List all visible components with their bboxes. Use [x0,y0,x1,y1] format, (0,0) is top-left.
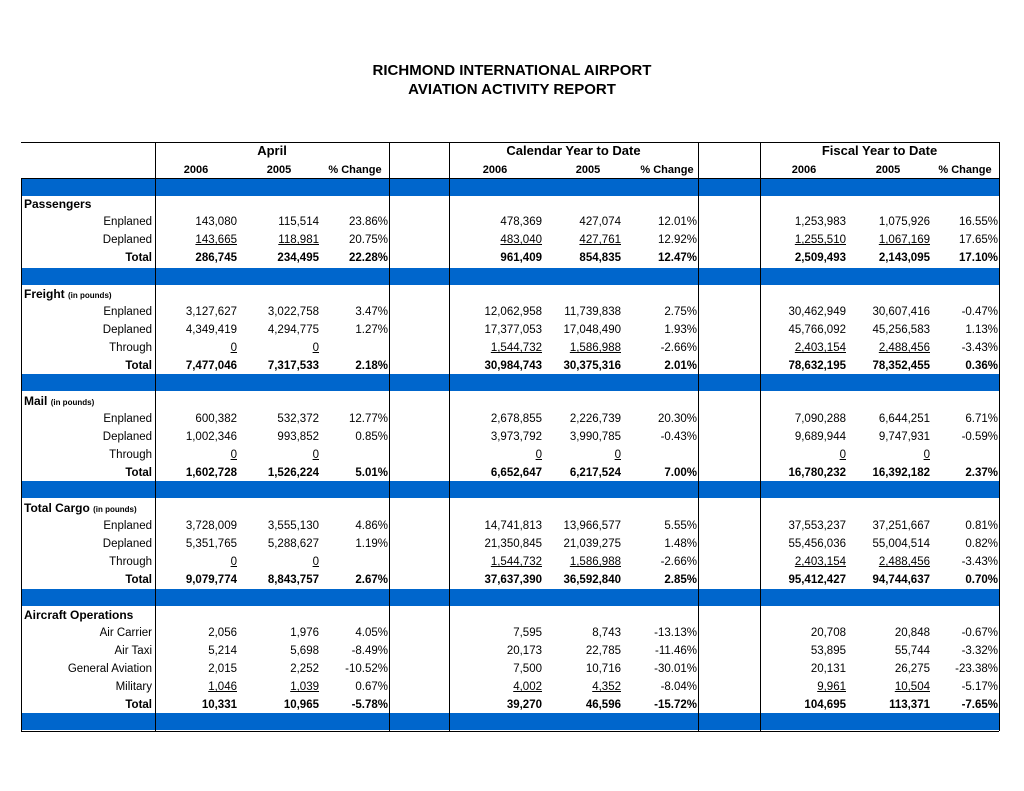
table-cell: 4,352 [592,681,621,693]
table-cell: 1,544,732 [490,556,542,568]
table-cell: 30,984,743 [484,360,542,372]
table-cell: 1,602,728 [185,467,237,479]
row-label: Deplaned [102,324,152,336]
table-cell: 854,835 [579,252,621,264]
table-cell: 2,678,855 [490,413,542,425]
table-cell: 2,226,739 [569,413,621,425]
table-cell: 12.47% [657,252,697,264]
table-cell: 0 [312,449,319,461]
table-cell: 5.55% [664,520,697,532]
table-cell: 993,852 [277,431,319,443]
column-subheader: 2006 [482,164,508,176]
table-cell: 9,747,931 [878,431,930,443]
table-cell: 16.55% [958,216,998,228]
column-subheader: % Change [328,164,382,176]
table-cell: 1.19% [355,538,388,550]
column-divider [760,142,761,731]
table-cell: 1,255,510 [794,234,846,246]
column-divider [389,142,390,731]
table-cell: 3,728,009 [185,520,237,532]
table-cell: 55,456,036 [788,538,846,550]
table-cell: 2,143,095 [878,252,930,264]
table-cell: 0 [535,449,542,461]
table-cell: 7,477,046 [185,360,237,372]
table-cell: 22.28% [348,252,388,264]
table-border-left [21,178,22,731]
table-cell: 3,127,627 [185,306,237,318]
table-cell: 12.01% [657,216,697,228]
table-cell: 1,586,988 [569,556,621,568]
table-cell: 2,403,154 [794,556,846,568]
table-cell: 20,848 [894,627,930,639]
table-cell: -2.66% [660,556,697,568]
table-cell: 46,596 [585,699,621,711]
table-cell: -10.52% [345,663,388,675]
table-cell: 30,375,316 [563,360,621,372]
separator-band [21,589,999,606]
table-cell: 600,382 [195,413,237,425]
table-cell: 104,695 [804,699,846,711]
section-title-text: Mail [24,394,48,408]
row-label: Total [125,699,152,711]
table-cell: 37,553,237 [788,520,846,532]
table-cell: 286,745 [195,252,237,264]
table-cell: 2.85% [664,574,697,586]
table-cell: 20,708 [810,627,846,639]
table-cell: 478,369 [500,216,542,228]
column-group-header: April [257,143,287,158]
column-subheader: 2005 [875,164,901,176]
table-cell: 20,173 [506,645,542,657]
table-cell: 30,607,416 [872,306,930,318]
table-cell: 1,544,732 [490,342,542,354]
table-cell: 26,275 [894,663,930,675]
section-unit: (in pounds) [93,505,137,514]
table-cell: 8,743 [592,627,621,639]
separator-band [21,713,999,730]
section-title-text: Aircraft Operations [24,608,134,622]
column-divider [698,142,699,731]
table-cell: 1,253,983 [794,216,846,228]
header-rule [21,178,999,179]
section-unit: (in pounds) [68,291,112,300]
table-cell: 4.05% [355,627,388,639]
separator-band [21,374,999,391]
column-subheader: 2005 [266,164,292,176]
section-title-text: Passengers [24,197,92,211]
table-cell: 143,080 [195,216,237,228]
table-cell: 12,062,958 [484,306,542,318]
table-cell: 3,973,792 [490,431,542,443]
table-cell: 16,780,232 [788,467,846,479]
table-cell: 6,644,251 [878,413,930,425]
table-cell: 39,270 [506,699,542,711]
table-cell: 45,256,583 [872,324,930,336]
column-subheader: 2005 [575,164,601,176]
section-unit: (in pounds) [50,398,95,407]
row-label: Air Carrier [99,627,152,639]
table-cell: 95,412,427 [788,574,846,586]
table-cell: 6.71% [965,413,998,425]
table-cell: 78,352,455 [872,360,930,372]
table-cell: 143,665 [195,234,237,246]
table-cell: 10,331 [201,699,237,711]
table-cell: 4,294,775 [267,324,319,336]
table-cell: 1.48% [664,538,697,550]
table-cell: -3.32% [961,645,998,657]
table-cell: 78,632,195 [788,360,846,372]
separator-band [21,179,999,196]
table-cell: 21,350,845 [484,538,542,550]
table-cell: 1,002,346 [185,431,237,443]
table-cell: 0.70% [965,574,998,586]
table-cell: 37,251,667 [872,520,930,532]
section-title-text: Total Cargo [24,501,90,515]
row-label: Total [125,360,152,372]
table-cell: 7.00% [664,467,697,479]
table-cell: 7,500 [513,663,542,675]
table-cell: 0 [230,449,237,461]
table-cell: 17.65% [958,234,998,246]
table-cell: 16,392,182 [872,467,930,479]
table-cell: 0 [312,342,319,354]
column-group-header: Fiscal Year to Date [821,143,938,158]
section-title [24,197,91,211]
table-cell: 7,595 [513,627,542,639]
table-cell: 0.82% [965,538,998,550]
table-cell: 5,351,765 [185,538,237,550]
table-cell: 9,689,944 [794,431,846,443]
row-label: General Aviation [67,663,152,675]
table-cell: 2,488,456 [878,342,930,354]
column-subheader: % Change [938,164,992,176]
separator-band [21,481,999,498]
table-cell: 7,317,533 [267,360,319,372]
table-cell: 1.27% [355,324,388,336]
column-divider [155,142,156,731]
row-label: Air Taxi [114,645,152,657]
table-cell: 0 [839,449,846,461]
table-cell: 10,504 [894,681,930,693]
table-cell: 3,022,758 [267,306,319,318]
row-label: Enplaned [103,216,152,228]
table-cell: 3.47% [355,306,388,318]
table-cell: 113,371 [889,699,930,711]
table-cell: 0 [312,556,319,568]
section-title [24,394,94,408]
table-cell: 0.36% [965,360,998,372]
table-cell: 22,785 [585,645,621,657]
column-divider [449,142,450,731]
table-border-bottom [21,731,999,732]
table-cell: 5,698 [290,645,319,657]
row-label: Through [109,449,152,461]
table-cell: 427,074 [579,216,621,228]
table-cell: -3.43% [961,342,998,354]
row-label: Through [109,556,152,568]
table-cell: 2.01% [664,360,697,372]
table-cell: 37,637,390 [484,574,542,586]
table-cell: 2.37% [965,467,998,479]
row-label: Enplaned [103,413,152,425]
row-label: Enplaned [103,306,152,318]
table-cell: -0.67% [961,627,998,639]
table-cell: 14,741,813 [484,520,542,532]
column-subheader: % Change [640,164,694,176]
section-title [24,501,137,515]
table-cell: 10,716 [585,663,621,675]
table-cell: 0 [923,449,930,461]
table-cell: 17.10% [958,252,998,264]
table-cell: 12.77% [348,413,388,425]
table-cell: 1,067,169 [878,234,930,246]
table-cell: 11,739,838 [564,306,621,318]
table-cell: 23.86% [348,216,388,228]
table-cell: 961,409 [500,252,542,264]
column-subheader: 2006 [183,164,209,176]
column-group-header: Calendar Year to Date [506,143,641,158]
table-cell: 118,981 [278,234,319,246]
section-title [24,608,133,622]
report-title: RICHMOND INTERNATIONAL AIRPORT [372,62,652,79]
table-cell: 1.13% [965,324,998,336]
table-cell: 45,766,092 [788,324,846,336]
table-cell: 36,592,840 [563,574,621,586]
table-cell: 2,056 [208,627,237,639]
row-label: Enplaned [103,520,152,532]
table-cell: 234,495 [277,252,319,264]
table-cell: 0.85% [355,431,388,443]
row-label: Deplaned [102,234,152,246]
table-cell: 2.18% [355,360,388,372]
table-cell: 0 [614,449,621,461]
table-border-top [21,142,999,143]
table-cell: 20,131 [810,663,846,675]
table-cell: 13,966,577 [563,520,621,532]
table-cell: 12.92% [657,234,697,246]
table-cell: -7.65% [961,699,998,711]
row-label: Through [109,342,152,354]
table-cell: 4,349,419 [185,324,237,336]
report-subtitle: AVIATION ACTIVITY REPORT [408,81,616,98]
table-cell: 30,462,949 [788,306,846,318]
table-cell: 1,526,224 [267,467,319,479]
row-label: Total [125,252,152,264]
table-cell: -0.59% [961,431,998,443]
row-label: Deplaned [102,538,152,550]
section-title-text: Freight [24,287,65,301]
table-cell: 5,214 [208,645,237,657]
table-cell: 483,040 [500,234,542,246]
table-cell: 2.67% [355,574,388,586]
table-cell: -13.13% [654,627,697,639]
table-cell: 0.81% [965,520,998,532]
table-cell: -0.47% [961,306,998,318]
table-cell: 55,744 [894,645,930,657]
table-cell: 2.75% [664,306,697,318]
row-label: Military [115,681,152,693]
table-cell: 2,015 [208,663,237,675]
row-label: Total [125,574,152,586]
table-cell: 5,288,627 [267,538,319,550]
table-cell: 55,004,514 [872,538,930,550]
table-cell: -5.17% [961,681,998,693]
table-cell: 1.93% [664,324,697,336]
table-cell: 1,586,988 [569,342,621,354]
table-cell: -3.43% [961,556,998,568]
table-cell: 2,488,456 [878,556,930,568]
table-cell: -15.72% [654,699,697,711]
table-cell: 9,961 [817,681,846,693]
section-title [24,287,112,301]
table-cell: -8.49% [351,645,388,657]
separator-band [21,268,999,285]
table-cell: 0.67% [355,681,388,693]
row-label: Deplaned [102,431,152,443]
column-subheader: 2006 [791,164,817,176]
table-cell: -30.01% [654,663,697,675]
table-cell: -0.43% [660,431,697,443]
table-cell: 1,046 [208,681,237,693]
table-cell: 4.86% [355,520,388,532]
table-cell: 20.75% [348,234,388,246]
table-cell: 20.30% [657,413,697,425]
table-cell: 2,252 [290,663,319,675]
table-cell: 7,090,288 [794,413,846,425]
table-cell: 532,372 [277,413,319,425]
table-cell: 3,990,785 [569,431,621,443]
table-cell: 53,895 [810,645,846,657]
table-cell: 9,079,774 [185,574,237,586]
table-cell: 94,744,637 [872,574,930,586]
row-label: Total [125,467,152,479]
table-cell: -11.46% [655,645,697,657]
table-cell: 0 [230,556,237,568]
table-cell: 6,217,524 [569,467,621,479]
table-cell: 17,377,053 [484,324,542,336]
table-cell: 5.01% [355,467,388,479]
table-cell: 4,002 [513,681,542,693]
table-cell: -23.38% [955,663,998,675]
table-cell: 2,509,493 [794,252,846,264]
table-cell: 8,843,757 [267,574,319,586]
table-cell: 2,403,154 [794,342,846,354]
table-cell: 0 [230,342,237,354]
table-cell: -8.04% [660,681,697,693]
table-cell: 6,652,647 [490,467,542,479]
table-cell: -5.78% [351,699,388,711]
table-cell: 1,976 [290,627,319,639]
table-cell: 427,761 [579,234,621,246]
table-cell: 21,039,275 [563,538,621,550]
table-cell: -2.66% [660,342,697,354]
table-cell: 10,965 [283,699,319,711]
table-cell: 115,514 [278,216,319,228]
table-cell: 3,555,130 [267,520,319,532]
table-border-right [999,142,1000,731]
table-cell: 1,075,926 [878,216,930,228]
table-cell: 1,039 [290,681,319,693]
table-cell: 17,048,490 [563,324,621,336]
